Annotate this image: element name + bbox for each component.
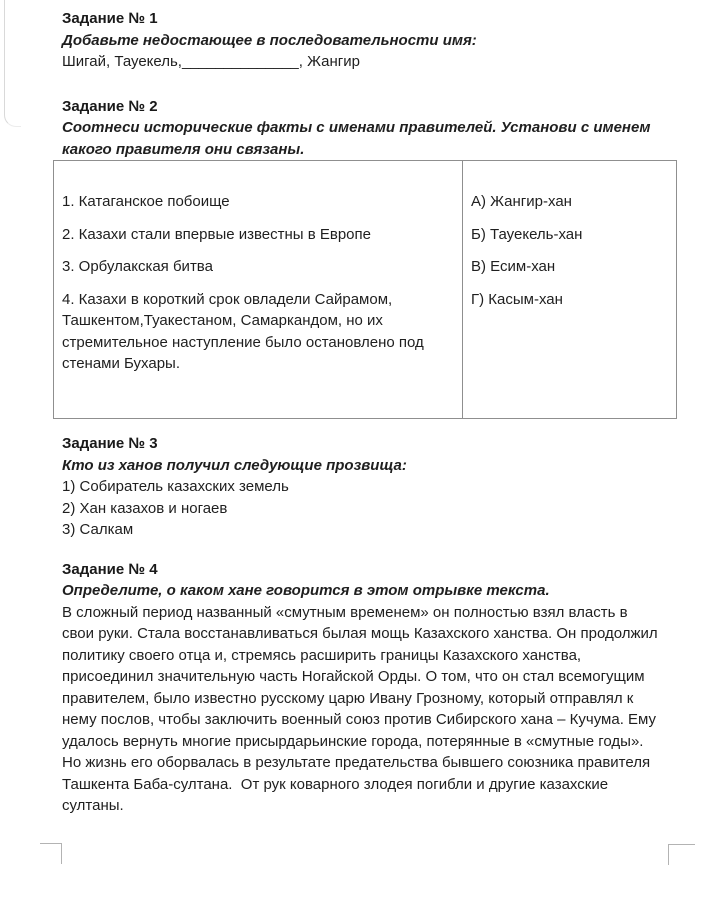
nickname-item: 3) Салкам <box>62 521 134 538</box>
task-3-title: Задание № 3 <box>62 435 158 452</box>
task-2-instruction: Соотнеси исторические факты с именами правителей. Установи с именем какого правителя они связаны. <box>62 119 651 158</box>
ruler-option: А) Жангир-хан <box>471 193 572 210</box>
document-content <box>62 8 662 817</box>
task-4 <box>62 559 662 817</box>
task-4-instruction: Определите, о каком хане говорится в этом отрывке текста. <box>62 582 550 599</box>
ruler-option: Б) Тауекель-хан <box>471 225 583 243</box>
task-2 <box>62 96 662 420</box>
task-3-instruction: Кто из ханов получил следующие прозвища: <box>62 456 407 474</box>
task-1-sequence-blank: Шигай, Тауекель,______________, Жангир <box>62 53 360 70</box>
fact-item: 4. Казахи в короткий срок овладели Сайрамом, Ташкентом,Туакестаном, Самаркандом, но их стремительное наступление было остановлено под стенами Бухары. <box>62 290 424 372</box>
task-4-title: Задание № 4 <box>62 560 158 578</box>
facts-column <box>54 161 463 418</box>
page-corner-mark-right <box>668 844 695 865</box>
fact-item: 1. Катаганское побоище <box>62 193 230 210</box>
task-2-title: Задание № 2 <box>62 97 158 115</box>
rulers-column <box>463 161 676 418</box>
ruler-option: Г) Касым-хан <box>471 290 563 308</box>
task-3 <box>62 433 662 541</box>
fact-item: 3. Орбулакская битва <box>62 258 213 275</box>
page-corner-mark-left <box>40 843 62 864</box>
task-1-instruction: Добавьте недостающее в последовательности имя: <box>62 31 477 49</box>
task-1 <box>62 8 662 73</box>
task-1-title: Задание № 1 <box>62 10 158 27</box>
nickname-item: 2) Хан казахов и ногаев <box>62 499 228 517</box>
fact-item: 2. Казахи стали впервые известны в Европе <box>62 225 371 243</box>
task-4-passage: В сложный период названный «смутным временем» он полностью взял власть в свои руки. Стала восстанавливаться былая мощь Казахского ханства. Он продолжил политику своего отца и, стремясь расширить границы Казахского ханства, присоединил значительную часть Ногайской Орды. О том, что он стал всемогущим правителем, было известно русскому царю Ивану Грозному, который отправлял к нему послов, чтобы заключить военный союз против Сибирского хана – Кучума. Ему удалось вернуть многие присырдарьинские города, потерянные в «смутные годы». Но жизнь его оборвалась в результате предательства бывшего союзника правителя Ташкента Баба-султана. От рук коварного злодея погибли и другие казахские султаны. <box>62 603 662 814</box>
nickname-item: 1) Собиратель казахских земель <box>62 478 289 495</box>
ruler-option: В) Есим-хан <box>471 258 556 275</box>
panel-edge-line <box>4 0 21 127</box>
matching-table <box>53 160 677 419</box>
